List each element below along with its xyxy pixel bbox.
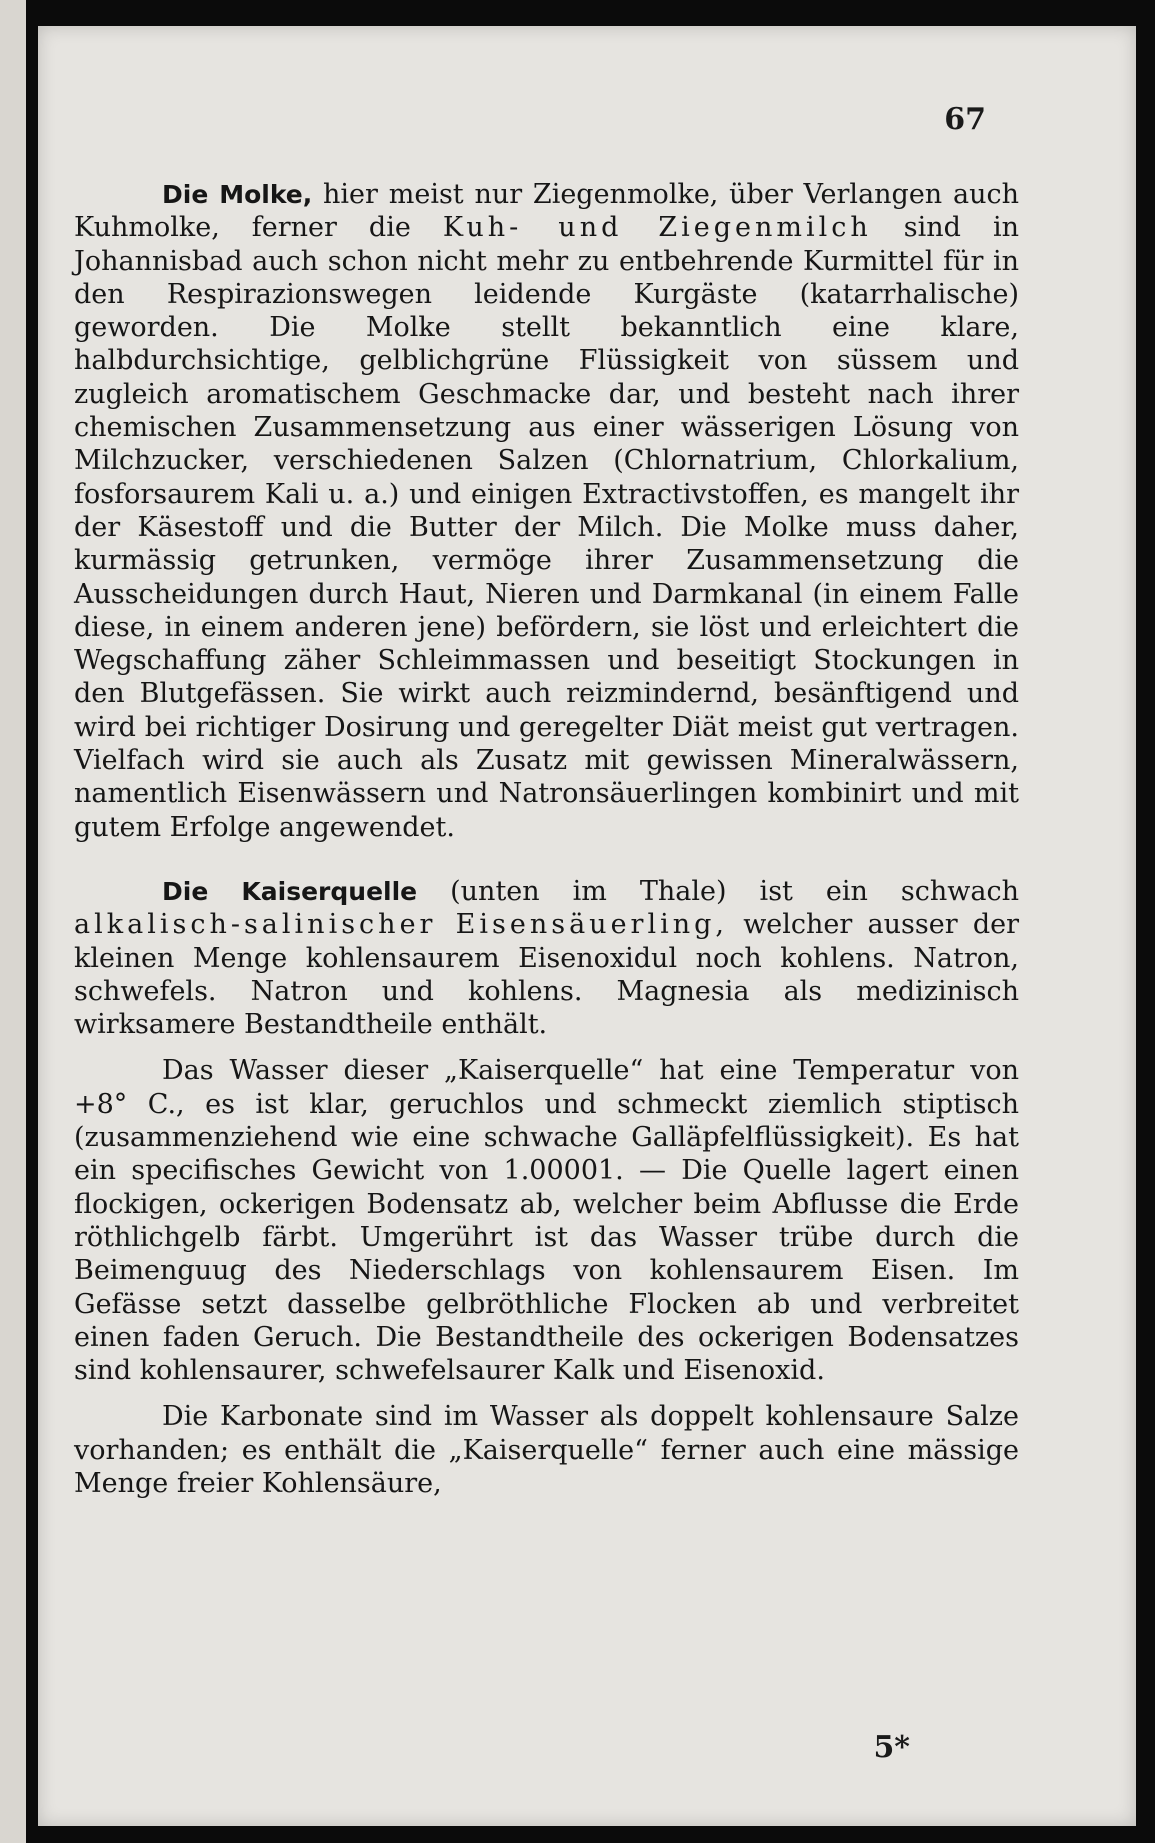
signature-mark: 5*: [873, 1730, 910, 1765]
body-text: [74, 178, 1019, 1500]
text-span: (unten im Thale) ist ein schwach: [417, 875, 1019, 907]
paragraph-kaiserquelle: [74, 875, 1019, 1041]
text-span: hier meist nur Ziegenmolke, über Verlangen auch Kuhmolke, ferner die: [74, 179, 1019, 244]
page-sheet: [38, 26, 1136, 1826]
heading-molke: Die Molke,: [162, 180, 313, 209]
heading-kaiserquelle: Die Kaiserquelle: [162, 876, 418, 906]
text-span: sind in Johannisbad auch schon nicht mehr zu entbehrende Kurmittel für in den Respirazionswegen leidende Kurgäste (katarrhalische) geworden. Die Molke stellt bekanntlich eine klare, halbdurchsichtige, gelblichgrüne Flüssigkeit von süssem und zugleich aromatischem Geschmacke dar, und besteht nach ihrer chemischen Zusammensetzung aus einer wässerigen Lösung von Milchzucker, verschiedenen Salzen (Chlornatrium, Chlorkalium, fosforsaurem Kali u. a.) und einigen Extractivstoffen, es mangelt ihr der Käsestoff und die Butter der Milch. Die Molke muss daher, kurmässig getrunken, vermöge ihrer Zusammensetzung die Ausscheidungen durch Haut, Nieren und Darmkanal (in einem Falle diese, in einem anderen jene) befördern, sie löst und erleichtert die Wegschaffung zäher Schleimmassen und beseitigt Stockungen in den Blutgefässen. Sie wirkt auch reizmindernd, besänftigend und wird bei richtiger Dosirung und geregelter Diät meist gut vertragen. Vielfach wird sie auch als Zusatz mit gewissen Mineralwässern, namentlich Eisenwässern und Natronsäuerlingen kombinirt und mit gutem Erfolge angewendet.: [74, 212, 1019, 843]
spaced-text: Kuh- und Ziegenmilch: [442, 212, 872, 244]
text-span: welcher ausser der kleinen Menge kohlensaurem Eisenoxidul noch kohlens. Natron, schwefels. Natron und kohlens. Magnesia als medizinisch wirksamere Bestandtheile enthält.: [74, 909, 1019, 1041]
paragraph-molke: [74, 178, 1019, 844]
paragraph-wasser: Das Wasser dieser „Kaiserquelle“ hat eine Temperatur von +8° C., es ist klar, geruchlos und schmeckt ziemlich stiptisch (zusammenziehend wie eine schwache Galläpfelflüssigkeit). Es hat ein specifisches Gewicht von 1.00001. — Die Quelle lagert einen flockigen, ockerigen Bodensatz ab, welcher beim Abflusse die Erde röthlichgelb färbt. Umgerührt ist das Wasser trübe durch die Beimenguug des Niederschlags von kohlensaurem Eisen. Im Gefässe setzt dasselbe gelbröthliche Flocken ab und verbreitet einen faden Geruch. Die Bestandtheile des ockerigen Bodensatzes sind kohlensaurer, schwefelsaurer Kalk und Eisenoxid.: [74, 1055, 1019, 1387]
paragraph-karbonate: Die Karbonate sind im Wasser als doppelt kohlensaure Salze vorhanden; es enthält die „Kaiserquelle“ ferner auch eine mässige Menge freier Kohlensäure,: [74, 1401, 1019, 1499]
spaced-text: alkalisch-salinischer Eisensäuerling,: [74, 909, 728, 941]
facing-page-edge: [0, 0, 26, 1843]
page-number: 67: [944, 102, 986, 137]
